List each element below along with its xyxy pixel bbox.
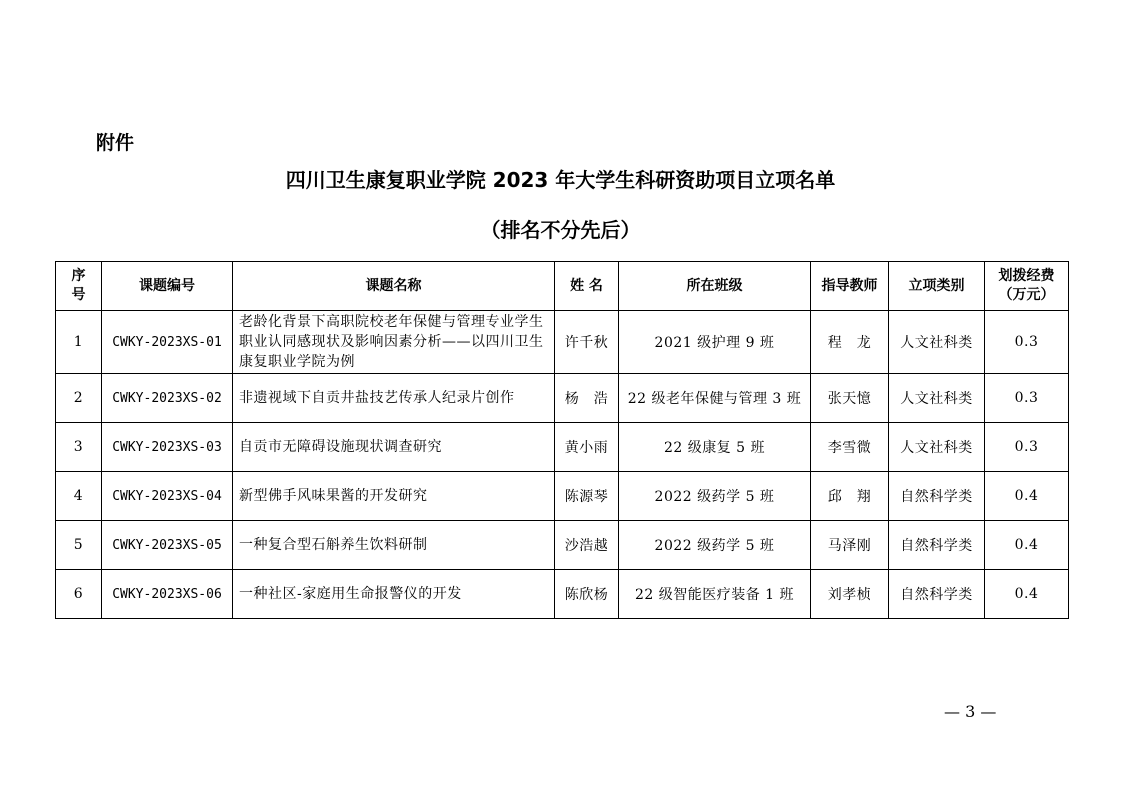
row-code: CWKY-2023XS-01 xyxy=(102,311,233,374)
row-code: CWKY-2023XS-02 xyxy=(102,374,233,423)
document-title: 四川卫生康复职业学院 2023 年大学生科研资助项目立项名单 xyxy=(285,168,836,192)
row-advisor: 马泽刚 xyxy=(811,521,889,570)
row-name: 老龄化背景下高职院校老年保健与管理专业学生职业认同感现状及影响因素分析——以四川卫生康复职业学院为例 xyxy=(233,311,555,374)
header-advisor: 指导教师 xyxy=(811,262,889,311)
row-class: 2022 级药学 5 班 xyxy=(619,521,811,570)
row-code: CWKY-2023XS-05 xyxy=(102,521,233,570)
row-student: 黄小雨 xyxy=(555,423,619,472)
table-row xyxy=(56,521,1069,570)
row-index: 4 xyxy=(56,472,102,521)
row-student: 杨 浩 xyxy=(555,374,619,423)
header-code: 课题编号 xyxy=(102,262,233,311)
row-funding: 0.3 xyxy=(985,311,1069,374)
row-name: 新型佛手风味果酱的开发研究 xyxy=(233,472,555,521)
row-index: 3 xyxy=(56,423,102,472)
row-advisor: 程 龙 xyxy=(811,311,889,374)
row-name: 一种社区-家庭用生命报警仪的开发 xyxy=(233,570,555,619)
row-advisor: 张天憶 xyxy=(811,374,889,423)
table-row xyxy=(56,570,1069,619)
row-code: CWKY-2023XS-03 xyxy=(102,423,233,472)
row-code: CWKY-2023XS-06 xyxy=(102,570,233,619)
row-funding: 0.4 xyxy=(985,521,1069,570)
row-student: 陈欣杨 xyxy=(555,570,619,619)
row-index: 2 xyxy=(56,374,102,423)
row-name: 非遗视域下自贡井盐技艺传承人纪录片创作 xyxy=(233,374,555,423)
row-category: 人文社科类 xyxy=(889,311,985,374)
row-advisor: 刘孝桢 xyxy=(811,570,889,619)
attachment-label: 附件 xyxy=(96,132,135,154)
row-funding: 0.4 xyxy=(985,472,1069,521)
header-class: 所在班级 xyxy=(619,262,811,311)
header-funding: 划拨经费（万元） xyxy=(985,262,1069,311)
row-class: 22 级康复 5 班 xyxy=(619,423,811,472)
row-advisor: 邱 翔 xyxy=(811,472,889,521)
row-index: 6 xyxy=(56,570,102,619)
row-index: 5 xyxy=(56,521,102,570)
row-student: 沙浩越 xyxy=(555,521,619,570)
row-funding: 0.3 xyxy=(985,423,1069,472)
row-name: 自贡市无障碍设施现状调查研究 xyxy=(233,423,555,472)
row-category: 人文社科类 xyxy=(889,374,985,423)
table-row xyxy=(56,472,1069,521)
row-category: 自然科学类 xyxy=(889,521,985,570)
row-category: 人文社科类 xyxy=(889,423,985,472)
row-index: 1 xyxy=(56,311,102,374)
row-funding: 0.4 xyxy=(985,570,1069,619)
row-student: 陈源琴 xyxy=(555,472,619,521)
row-code: CWKY-2023XS-04 xyxy=(102,472,233,521)
header-index: 序号 xyxy=(56,262,102,311)
table-row xyxy=(56,423,1069,472)
row-class: 22 级老年保健与管理 3 班 xyxy=(619,374,811,423)
row-funding: 0.3 xyxy=(985,374,1069,423)
header-category: 立项类别 xyxy=(889,262,985,311)
row-student: 许千秋 xyxy=(555,311,619,374)
header-student: 姓 名 xyxy=(555,262,619,311)
row-category: 自然科学类 xyxy=(889,570,985,619)
table-row xyxy=(56,374,1069,423)
row-category: 自然科学类 xyxy=(889,472,985,521)
table-row xyxy=(56,311,1069,374)
row-name: 一种复合型石斛养生饮料研制 xyxy=(233,521,555,570)
table-header-row xyxy=(56,262,1069,311)
row-class: 2022 级药学 5 班 xyxy=(619,472,811,521)
page-number: — 3 — xyxy=(944,702,997,721)
project-table xyxy=(55,261,1069,619)
row-class: 22 级智能医疗装备 1 班 xyxy=(619,570,811,619)
row-class: 2021 级护理 9 班 xyxy=(619,311,811,374)
document-subtitle: （排名不分先后） xyxy=(480,218,641,242)
header-name: 课题名称 xyxy=(233,262,555,311)
row-advisor: 李雪微 xyxy=(811,423,889,472)
